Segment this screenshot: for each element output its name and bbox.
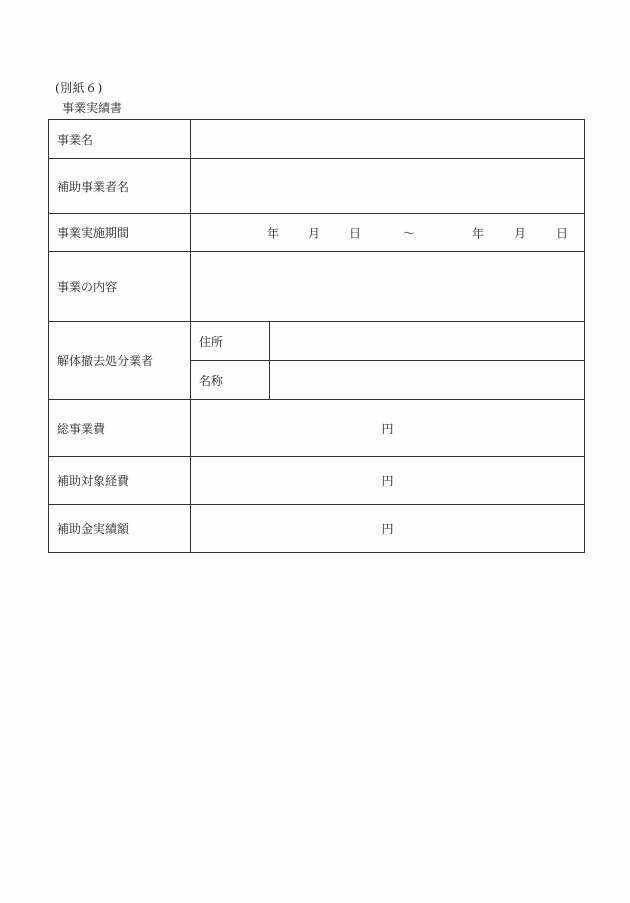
document-title: 事業実績書 <box>62 101 123 115</box>
row-period <box>49 214 585 252</box>
total-cost-unit: 円 <box>381 421 394 436</box>
period-tilde: ～ <box>403 226 416 240</box>
label-period: 事業実施期間 <box>49 214 191 252</box>
row-content <box>49 252 585 322</box>
label-address: 住所 <box>191 322 270 361</box>
label-total-cost: 総事業費 <box>49 400 191 457</box>
end-year-unit: 年 <box>472 226 485 240</box>
subsidy-target-unit: 円 <box>381 474 394 488</box>
label-content: 事業の内容 <box>49 252 191 322</box>
report-form-table <box>48 119 585 553</box>
attachment-label: (別紙６) <box>55 81 103 95</box>
label-operator-name: 補助事業者名 <box>49 159 191 214</box>
start-year-unit: 年 <box>267 226 280 240</box>
end-month-unit: 月 <box>514 226 527 240</box>
field-contractor-address[interactable] <box>270 322 585 361</box>
subsidy-actual-unit: 円 <box>381 522 394 536</box>
field-total-cost[interactable] <box>191 400 585 457</box>
end-day-unit: 日 <box>556 226 569 240</box>
field-project-name[interactable] <box>191 120 585 159</box>
field-subsidy-target[interactable] <box>191 457 585 505</box>
row-total-cost <box>49 400 585 457</box>
row-subsidy-actual <box>49 505 585 553</box>
row-contractor-address <box>49 322 585 361</box>
field-content[interactable] <box>191 252 585 322</box>
label-project-name: 事業名 <box>49 120 191 159</box>
row-operator-name <box>49 159 585 214</box>
field-contractor-name[interactable] <box>270 361 585 400</box>
start-month-unit: 月 <box>308 226 321 240</box>
field-operator-name[interactable] <box>191 159 585 214</box>
label-subsidy-actual: 補助金実績額 <box>49 505 191 553</box>
field-subsidy-actual[interactable] <box>191 505 585 553</box>
start-day-unit: 日 <box>349 226 362 240</box>
field-period[interactable] <box>191 214 585 252</box>
row-subsidy-target <box>49 457 585 505</box>
label-subsidy-target: 補助対象経費 <box>49 457 191 505</box>
label-name: 名称 <box>191 361 270 400</box>
row-project-name <box>49 120 585 159</box>
label-contractor: 解体撤去処分業者 <box>49 322 191 400</box>
